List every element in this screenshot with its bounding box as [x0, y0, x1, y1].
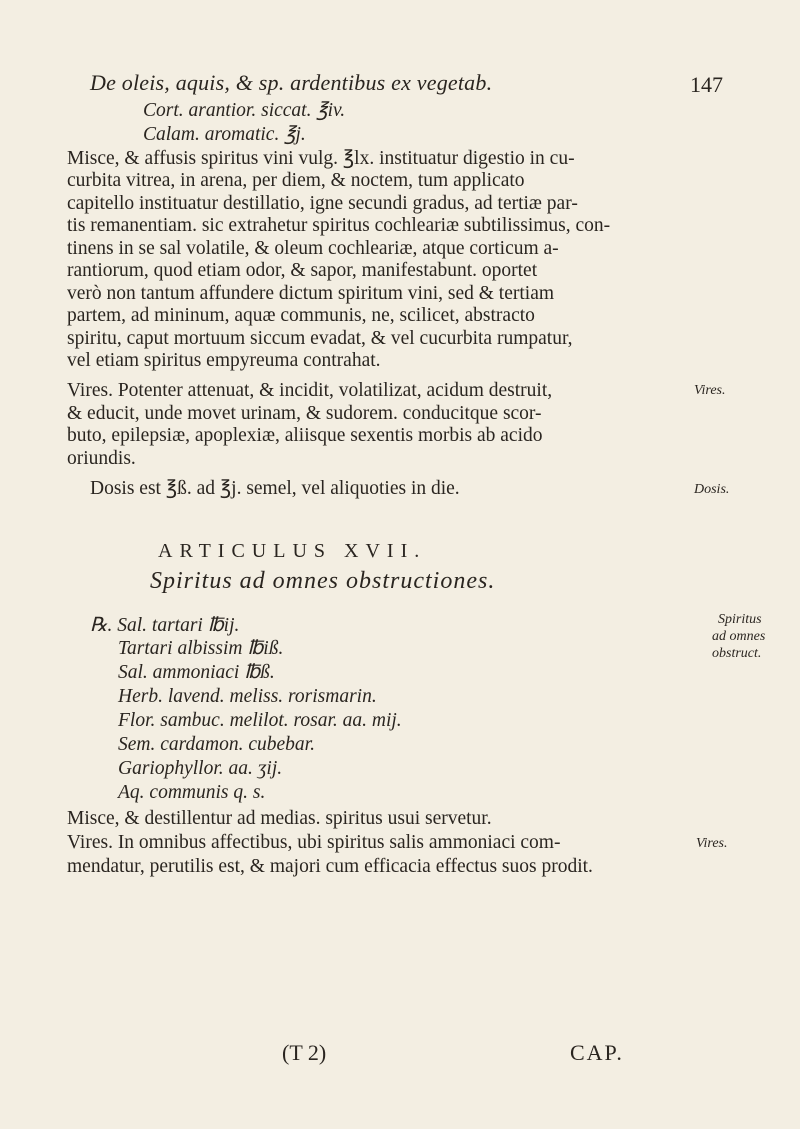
paragraph-line: capitello instituatur destillatio, igne secundi gradus, ad tertiæ par-: [67, 193, 578, 214]
vires-line: oriundis.: [67, 448, 136, 469]
signature-mark: (T 2): [282, 1040, 327, 1065]
vires-line: buto, epilepsiæ, apoplexiæ, aliisque sexentis morbis ab acido: [67, 425, 543, 446]
paragraph-line: rantiorum, quod etiam odor, & sapor, manifestabunt. oportet: [67, 260, 538, 281]
article-subheading: Spiritus ad omnes obstructiones.: [150, 568, 496, 594]
recipe-line: Herb. lavend. meliss. rorismarin.: [118, 686, 377, 707]
paragraph-line: Misce, & affusis spiritus vini vulg. ℥lx. instituatur digestio in cu-: [67, 148, 575, 169]
recipe-line: Sal. ammoniaci ℔ß.: [118, 662, 275, 683]
paragraph-line: spiritu, caput mortuum siccum evadat, & vel cucurbita rumpatur,: [67, 328, 573, 349]
margin-note-vires: Vires.: [696, 836, 728, 851]
margin-note-dosis: Dosis.: [694, 482, 730, 497]
article-heading: ARTICULUS XVII.: [158, 540, 427, 562]
paragraph-line: verò non tantum affundere dictum spiritum vini, sed & tertiam: [67, 283, 555, 304]
recipe-line: Flor. sambuc. melilot. rosar. aa. mij.: [118, 710, 402, 731]
recipe-line: Calam. aromatic. ℥j.: [143, 124, 306, 145]
vires-line: mendatur, perutilis est, & majori cum efficacia effectus suos prodit.: [67, 856, 593, 877]
vires-line: Vires. Potenter attenuat, & incidit, volatilizat, acidum destruit,: [67, 380, 553, 401]
paragraph-line: partem, ad mininum, aquæ communis, ne, scilicet, abstracto: [67, 305, 535, 326]
margin-note-spiritus: ad omnes: [712, 629, 766, 644]
margin-note-spiritus: obstruct.: [712, 646, 762, 661]
recipe-line: Aq. communis q. s.: [118, 782, 266, 803]
margin-note-vires: Vires.: [694, 383, 726, 398]
recipe-line: ℞. Sal. tartari ℔ij.: [90, 615, 240, 636]
catchword: CAP.: [570, 1040, 624, 1065]
paragraph-line: tinens in se sal volatile, & oleum cochleariæ, atque corticum a-: [67, 238, 559, 259]
recipe-line: Cort. arantior. siccat. ℥iv.: [143, 100, 346, 121]
page-number: 147: [690, 72, 723, 97]
recipe-line: Sem. cardamon. cubebar.: [118, 734, 315, 755]
paragraph-line: vel etiam spiritus empyreuma contrahat.: [67, 350, 381, 371]
recipe-line: Tartari albissim ℔iß.: [118, 638, 284, 659]
paragraph-line: tis remanentiam. sic extrahetur spiritus cochleariæ subtilissimus, con-: [67, 215, 611, 236]
dosis-line: Dosis est ℥ß. ad ℥j. semel, vel aliquoties in die.: [90, 478, 460, 499]
recipe-line: Gariophyllor. aa. ʒij.: [118, 758, 283, 779]
vires-line: & educit, unde movet urinam, & sudorem. conducitque scor-: [67, 403, 542, 424]
running-title: De oleis, aquis, & sp. ardentibus ex vegetab.: [90, 70, 493, 95]
vires-line: Vires. In omnibus affectibus, ubi spiritus salis ammoniaci com-: [67, 832, 561, 853]
paragraph-line: Misce, & destillentur ad medias. spiritus usui servetur.: [67, 808, 492, 829]
margin-note-spiritus: Spiritus: [718, 612, 762, 627]
paragraph-line: curbita vitrea, in arena, per diem, & noctem, tum applicato: [67, 170, 525, 191]
